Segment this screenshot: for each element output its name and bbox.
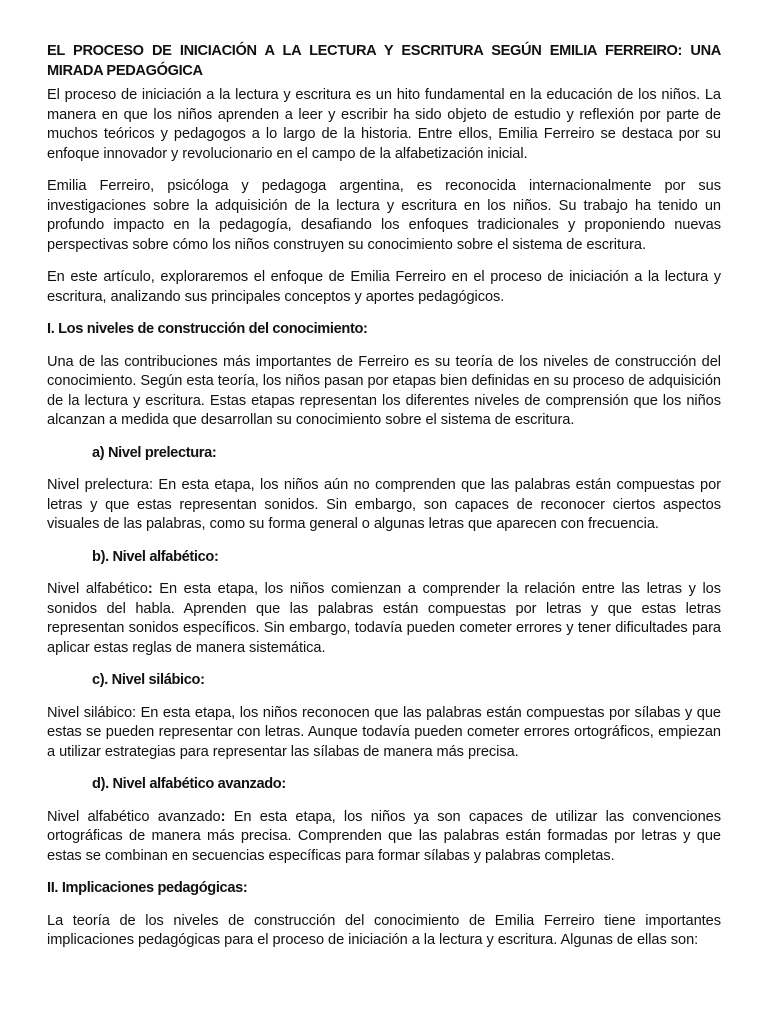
document-page <box>47 41 721 964</box>
level-a-heading: a) Nivel prelectura: <box>92 444 217 461</box>
level-b-text: En esta etapa, los niños comienzan a comprender la relación entre las letras y los sonidos del habla. Aprenden que las palabras están compuestas por letras y que estas letras representan sonidos específicos. Sin embargo, todavía pueden cometer errores y tener dificultades para aplicar estas reglas de manera sistemática. <box>47 581 721 656</box>
level-d-text: En esta etapa, los niños ya son capaces de utilizar las convenciones ortográficas de manera más precisa. Comprenden que las palabras están formadas por letras y que estas se combinan en secuencias específicas para formar sílabas y palabras completas. <box>47 808 721 864</box>
level-b-lead: Nivel alfabético <box>47 581 148 597</box>
level-a-lead: Nivel prelectura <box>47 477 149 493</box>
level-d-lead: Nivel alfabético avanzado <box>47 808 221 825</box>
level-b-paragraph <box>47 580 721 658</box>
level-c-text: En esta etapa, los niños reconocen que las palabras están compuestas por sílabas y que estas se pueden representar con letras. Aunque todavía pueden cometer errores ortográficos, empiezan a utilizar estrategias para representar las sílabas de manera más precisa. <box>47 704 721 760</box>
level-c-heading: c). Nivel silábico: <box>92 672 205 688</box>
intro-paragraph-2: Emilia Ferreiro, psicóloga y pedagoga argentina, es reconocida internacionalmente por sus investigaciones sobre la adquisición de la lectura y escritura en los niños. Su trabajo ha tenido un profundo impacto en la pedagogía, desafiando los enfoques tradicionales y proponiendo nuevas perspectivas sobre cómo los niños construyen su conocimiento sobre el sistema de escritura. <box>47 178 721 253</box>
section-2-paragraph: La teoría de los niveles de construcción del conocimiento de Emilia Ferreiro tiene importantes implicaciones pedagógicas para el proceso de iniciación a la lectura y escritura. Algunas de ellas son: <box>47 912 721 948</box>
level-a-separator: : <box>148 477 153 493</box>
level-a-text: En esta etapa, los niños aún no comprenden que las palabras están compuestas por letras y que estas representan sonidos. Sin embargo, son capaces de reconocer ciertos aspectos visuales de las palabras, como su forma general o algunas letras que aparecen con frecuencia. <box>47 477 721 532</box>
intro-paragraph-1: El proceso de iniciación a la lectura y escritura es un hito fundamental en la educación de los niños. La manera en que los niños aprenden a leer y escribir ha sido objeto de estudio y reflexión por parte de muchos teóricos y pedagogos a lo largo de la historia. Entre ellos, Emilia Ferreiro se destaca por su enfoque innovador y revolucionario en el campo de la alfabetización inicial. <box>47 87 721 162</box>
document-title: EL PROCESO DE INICIACIÓN A LA LECTURA Y ESCRITURA SEGÚN EMILIA FERREIRO: UNA MIRADA PEDAGÓGICA <box>47 43 721 79</box>
level-a-paragraph <box>47 476 721 535</box>
level-c-separator: : <box>132 704 137 721</box>
level-d-separator: : <box>220 808 226 825</box>
section-2-heading: II. Implicaciones pedagógicas: <box>47 880 248 896</box>
section-1-heading: I. Los niveles de construcción del conocimiento: <box>47 321 368 337</box>
level-d-heading: d). Nivel alfabético avanzado: <box>92 776 286 792</box>
level-b-separator: : <box>147 581 153 597</box>
level-c-lead: Nivel silábico <box>47 704 133 721</box>
intro-paragraph-3: En este artículo, exploraremos el enfoque de Emilia Ferreiro en el proceso de iniciación a la lectura y escritura, analizando sus principales conceptos y aportes pedagógicos. <box>47 269 721 305</box>
level-c-paragraph <box>47 704 721 763</box>
section-1-paragraph: Una de las contribuciones más importantes de Ferreiro es su teoría de los niveles de construcción del conocimiento. Según esta teoría, los niños pasan por etapas bien definidas en su proceso de adquisición de la lectura y escritura. Estas etapas representan los diferentes niveles de comprensión que los niños alcanzan a medida que desarrollan su conocimiento sobre el sistema de escritura. <box>47 353 721 428</box>
level-d-paragraph <box>47 808 721 867</box>
level-b-heading: b). Nivel alfabético: <box>92 548 219 565</box>
